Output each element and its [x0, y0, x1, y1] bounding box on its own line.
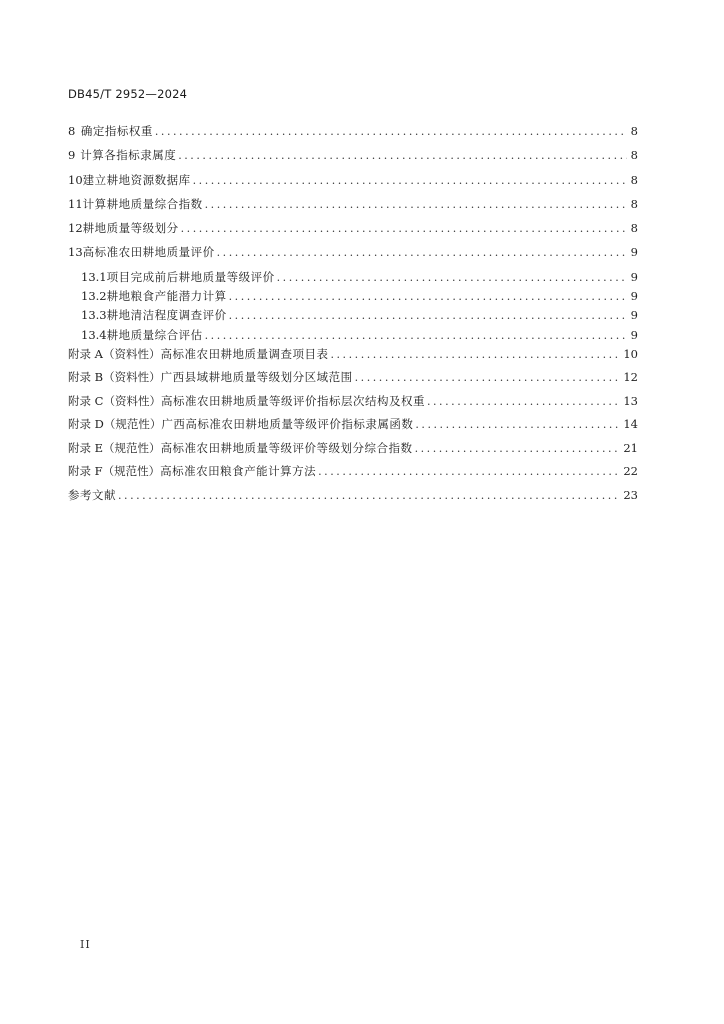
toc-entry-number: 附录 F（规范性）	[68, 464, 161, 479]
dot-leader	[229, 306, 627, 325]
dot-leader	[427, 392, 621, 411]
toc-entry-12[interactable]	[68, 219, 638, 243]
toc-entry-8[interactable]	[68, 122, 638, 146]
toc-entry-number: 附录 D（规范性）	[68, 417, 162, 432]
dot-leader	[181, 219, 627, 238]
toc-entry-title: 高标准农田耕地质量等级评价指标层次结构及权重	[160, 393, 425, 408]
toc-entry-page: 23	[623, 487, 638, 502]
toc-entry-number: 附录 B（资料性）	[68, 370, 161, 385]
dot-leader	[205, 195, 627, 214]
toc-entry-number: 8	[68, 124, 76, 138]
toc-entry-number: 附录 A（资料性）	[68, 346, 161, 361]
toc-entry-title: 高标准农田粮食产能计算方法	[160, 464, 317, 479]
toc-entry-appendix-f[interactable]	[68, 462, 638, 486]
toc-entry-page: 10	[623, 346, 638, 361]
dot-leader	[229, 287, 627, 306]
document-header-code: DB45/T 2952—2024	[68, 87, 188, 101]
toc-entry-10[interactable]	[68, 171, 638, 195]
toc-entry-13[interactable]	[68, 243, 638, 267]
toc-entry-number: 13.2	[81, 289, 107, 304]
toc-entry-title: 高标准农田耕地质量等级评价等级划分综合指数	[160, 440, 413, 455]
toc-entry-number: 9	[68, 148, 76, 163]
toc-entry-page: 9	[630, 269, 638, 284]
toc-entry-page: 21	[623, 440, 638, 455]
dot-leader	[415, 439, 622, 458]
dot-leader	[193, 171, 627, 190]
toc-entry-number: 10	[68, 172, 83, 187]
toc-entry-number: 13.1	[81, 269, 107, 284]
toc-entry-title: 耕地质量综合评估	[106, 327, 203, 342]
toc-entry-title: 耕地清洁程度调查评价	[106, 308, 227, 323]
toc-entry-page: 9	[630, 327, 638, 342]
toc-entry-title: 耕地质量等级划分	[82, 221, 179, 236]
toc-entry-appendix-a[interactable]	[68, 345, 638, 369]
page-number-footer: II	[80, 938, 91, 951]
table-of-contents	[68, 122, 638, 510]
toc-entry-number: 附录 E（规范性）	[68, 440, 161, 455]
dot-leader	[178, 146, 627, 165]
toc-entry-13-2[interactable]	[68, 287, 638, 306]
toc-entry-number: 13.4	[81, 327, 107, 342]
toc-entry-13-1[interactable]	[68, 268, 638, 287]
toc-entry-title: 广西高标准农田耕地质量等级评价指标隶属函数	[161, 417, 414, 432]
toc-entry-title: 建立耕地资源数据库	[82, 172, 191, 187]
toc-entry-title: 参考文献	[68, 487, 116, 502]
toc-entry-title: 高标准农田耕地质量评价	[82, 245, 215, 260]
toc-entry-page: 8	[630, 196, 638, 211]
toc-entry-number: 附录 C（资料性）	[68, 393, 161, 408]
toc-entry-title: 计算耕地质量综合指数	[82, 196, 203, 211]
toc-entry-appendix-e[interactable]	[68, 439, 638, 463]
toc-entry-page: 9	[630, 245, 638, 260]
toc-entry-page: 13	[623, 393, 638, 408]
toc-entry-page: 8	[630, 221, 638, 236]
dot-leader	[355, 368, 622, 387]
dot-leader	[277, 268, 627, 287]
toc-entry-title: 广西县域耕地质量等级划分区域范围	[160, 370, 353, 385]
dot-leader	[415, 415, 621, 434]
toc-entry-number: 13.3	[81, 308, 107, 323]
toc-entry-title: 项目完成前后耕地质量等级评价	[106, 269, 275, 284]
toc-entry-title: 计算各指标隶属度	[80, 148, 177, 163]
toc-entry-page: 8	[630, 124, 638, 138]
toc-entry-page: 12	[623, 370, 638, 385]
toc-entry-page: 9	[630, 289, 638, 304]
dot-leader	[318, 462, 621, 481]
toc-entry-number: 12	[68, 221, 83, 236]
toc-entry-appendix-d[interactable]	[68, 415, 638, 439]
dot-leader	[205, 326, 627, 345]
toc-entry-11[interactable]	[68, 195, 638, 219]
toc-entry-title: 高标准农田耕地质量调查项目表	[160, 346, 329, 361]
toc-entry-13-4[interactable]	[68, 326, 638, 345]
dot-leader	[330, 345, 621, 364]
dot-leader	[217, 243, 627, 262]
toc-entry-9[interactable]	[68, 146, 638, 170]
dot-leader	[118, 486, 621, 505]
toc-entry-title: 耕地粮食产能潜力计算	[106, 289, 227, 304]
toc-entry-appendix-c[interactable]	[68, 392, 638, 416]
toc-entry-13-3[interactable]	[68, 306, 638, 325]
toc-entry-page: 22	[623, 464, 638, 479]
toc-entry-title: 确定指标权重	[80, 124, 153, 138]
toc-entry-number: 13	[68, 245, 83, 260]
toc-entry-page: 9	[630, 308, 638, 323]
toc-entry-page: 8	[630, 148, 638, 163]
toc-entry-references[interactable]	[68, 486, 638, 510]
toc-entry-appendix-b[interactable]	[68, 368, 638, 392]
toc-entry-page: 8	[630, 172, 638, 187]
toc-entry-number: 11	[68, 196, 83, 211]
toc-entry-page: 14	[623, 417, 638, 432]
dot-leader	[155, 122, 627, 141]
